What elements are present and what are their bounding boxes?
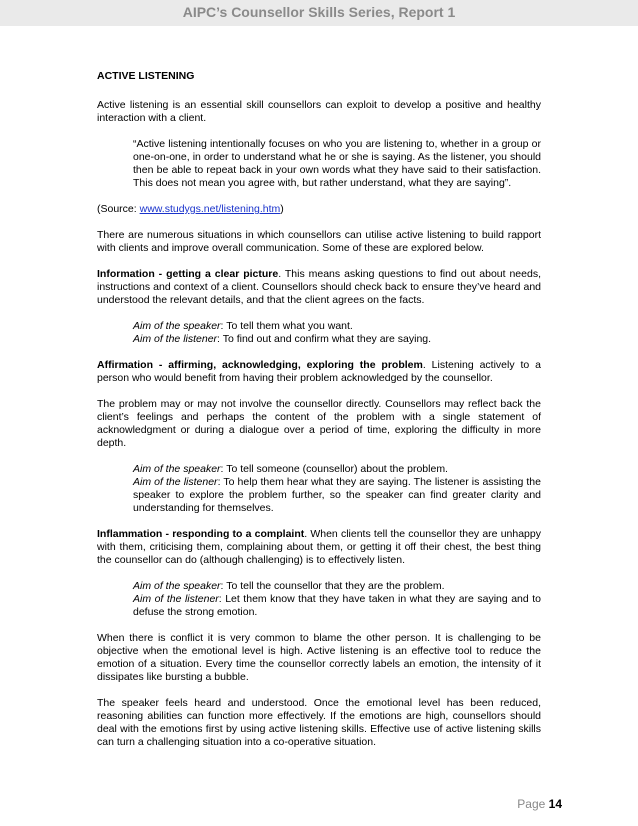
affirmation-paragraph [97, 359, 541, 385]
source-line [97, 203, 541, 216]
quote-block: “Active listening intentionally focuses on who you are listening to, whether in a group or one-on-one, in order to understand what he or she is saying. As the listener, you should then be able to repeat back in your own words what they have said to their satisfaction. This does not mean you agree with, but rather understand, what they are saying”. [133, 138, 541, 189]
affirmation-speaker-aim [133, 463, 541, 476]
source-link[interactable]: www.studygs.net/listening.htm [139, 203, 281, 215]
conflict-paragraph: When there is conflict it is very common to blame the other person. It is challenging to be objective when the emotional level is high. Active listening is an effective tool to reduce the emotion of a situation. Every time the counsellor correctly labels an emotion, the intensity of it dissipates like bursting a bubble. [97, 632, 541, 683]
document-body [97, 70, 541, 762]
information-aims [133, 320, 541, 346]
aim-speaker-label: Aim of the speaker [133, 580, 221, 592]
intro-paragraph: Active listening is an essential skill counsellors can exploit to develop a positive and healthy interaction with a client. [97, 99, 541, 124]
aim-speaker-text: : To tell them what you want. [220, 320, 353, 332]
information-text: . This means asking questions to find out about needs, instructions and context of a client. Counsellors should check back to ensure they’ve heard and understood the relevant details, and that the client agrees on the facts. [97, 268, 541, 306]
information-title: Information - getting a clear picture [97, 268, 279, 280]
page-label: Page [517, 797, 546, 811]
source-suffix: ) [280, 203, 284, 215]
section-title: ACTIVE LISTENING [97, 70, 195, 82]
affirmation-title: Affirmation - affirming, acknowledging, exploring the problem [97, 359, 423, 371]
source-prefix: (Source: [97, 203, 140, 215]
aim-listener-label: Aim of the listener [133, 476, 218, 488]
affirmation-text: . Listening actively to a person who would benefit from having their problem acknowledged by the counsellor. [97, 359, 541, 384]
inflammation-text: . When clients tell the counsellor they are unhappy with them, criticising them, complaining about them, or getting it off their chest, the best thing the counsellor can do (although challenging) is to effectively listen. [97, 528, 541, 566]
information-paragraph [97, 268, 541, 307]
aim-speaker-label: Aim of the speaker [133, 320, 221, 332]
aim-speaker-text: : To tell someone (counsellor) about the problem. [220, 463, 448, 475]
aim-listener-text: : Let them know that they have taken in what they are saying and to defuse the strong emotion. [133, 593, 541, 618]
information-listener-aim [133, 333, 541, 346]
inflammation-title: Inflammation - responding to a complaint [97, 528, 305, 540]
information-speaker-aim [133, 320, 541, 333]
aim-speaker-label: Aim of the speaker [133, 463, 221, 475]
inflammation-aims [133, 580, 541, 619]
aim-listener-text: : To help them hear what they are saying. The listener is assisting the speaker to explore the problem further, so the speaker can find greater clarity and understanding for themselves. [133, 476, 541, 514]
page-header: AIPC’s Counsellor Skills Series, Report 1 [0, 0, 638, 26]
inflammation-listener-aim [133, 593, 541, 619]
closing-paragraph: The speaker feels heard and understood. Once the emotional level has been reduced, reasoning abilities can function more effectively. If the emotions are high, counsellors should deal with the emotions first by using active listening skills. Effective use of active listening skills can turn a challenging situation into a co-operative situation. [97, 697, 541, 748]
page-number [517, 797, 562, 811]
inflammation-paragraph [97, 528, 541, 567]
aim-listener-label: Aim of the listener [133, 593, 219, 605]
page-number-value: 14 [548, 797, 562, 811]
affirmation-paragraph-2: The problem may or may not involve the counsellor directly. Counsellors may reflect back the client’s feelings and perhaps the content of the problem with a single statement of acknowledgment or during a dialogue over a period of time, exploring the difficulty in more depth. [97, 398, 541, 449]
aim-listener-label: Aim of the listener [133, 333, 218, 345]
aim-listener-text: : To find out and confirm what they are saying. [217, 333, 432, 345]
affirmation-listener-aim [133, 476, 541, 515]
affirmation-aims [133, 463, 541, 515]
inflammation-speaker-aim [133, 580, 541, 593]
situations-paragraph: There are numerous situations in which counsellors can utilise active listening to build rapport with clients and improve overall communication. Some of these are explored below. [97, 229, 541, 254]
aim-speaker-text: : To tell the counsellor that they are the problem. [220, 580, 445, 592]
